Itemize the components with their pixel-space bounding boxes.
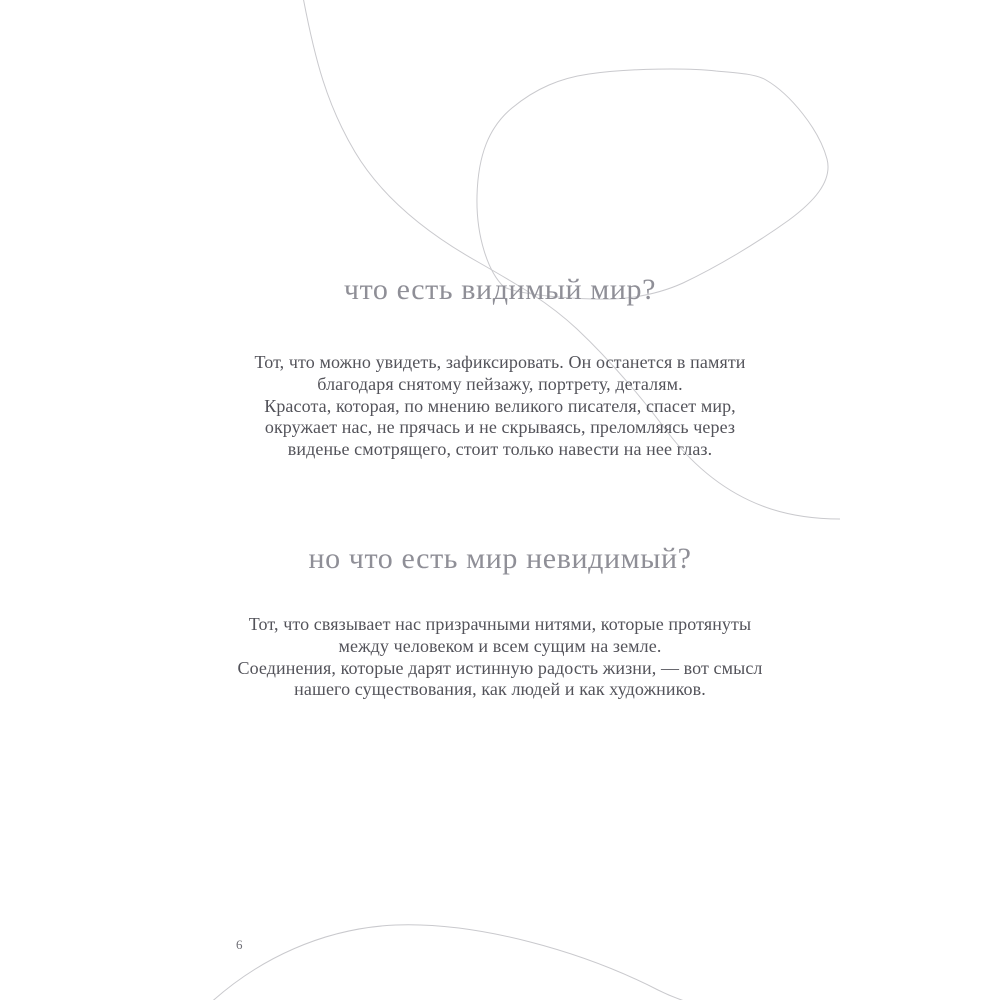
paragraph-line: Соединения, которые дарят истинную радость жизни, — вот смысл (237, 657, 763, 678)
paragraph-line: виденье смотрящего, стоит только навести на нее глаз. (287, 439, 713, 460)
decorative-oval-curve-icon (477, 69, 828, 299)
decorative-bottom-arc-icon (206, 925, 722, 1000)
section-heading-invisible-world: но что есть мир невидимый? (308, 542, 692, 575)
paragraph-line: Красота, которая, по мнению великого писателя, спасет мир, (264, 395, 736, 416)
paragraph-line: нашего существования, как людей и как художников. (294, 679, 706, 700)
paragraph-line: между человеком и всем сущим на земле. (338, 635, 662, 656)
paragraph-line: благодаря снятому пейзажу, портрету, деталям. (317, 373, 683, 394)
page-number: 6 (236, 937, 243, 952)
paragraph-invisible-world (0, 614, 1000, 701)
section-heading-visible-world: что есть видимый мир? (343, 273, 657, 306)
paragraph-line: окружает нас, не прячась и не скрываясь, преломляясь через (264, 417, 736, 438)
paragraph-line: Тот, что связывает нас призрачными нитями, которые протянуты (248, 614, 752, 634)
paragraph-visible-world (0, 352, 1000, 461)
paragraph-line: Тот, что можно увидеть, зафиксировать. Он останется в памяти (254, 352, 746, 372)
